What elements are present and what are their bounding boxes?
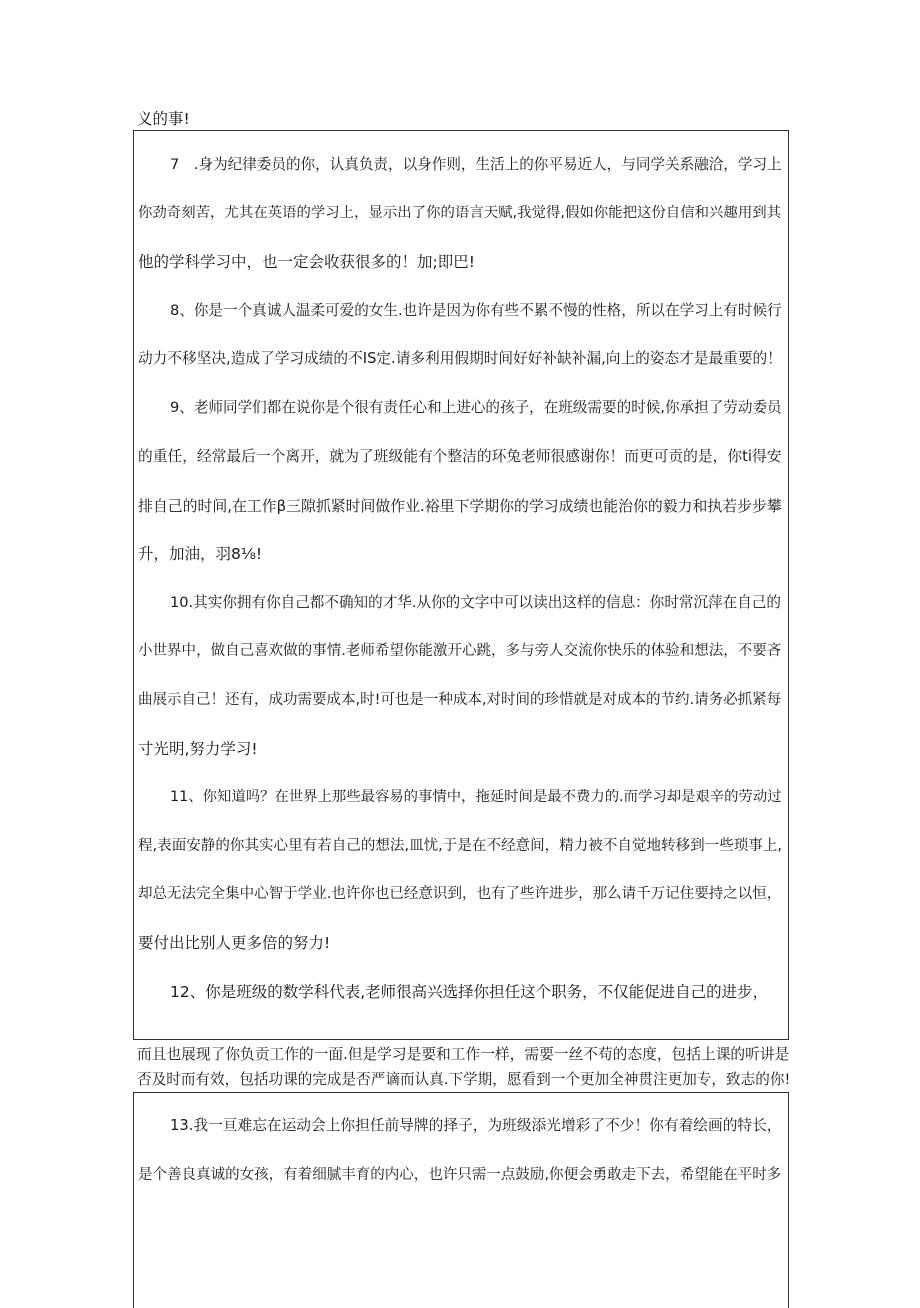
comment-box-1 bbox=[133, 130, 789, 1040]
middle-text-line-1: 而且也展现了你负贡工作的一面.但是学习是要和工作一样，需要一丝不苟的态度，包括上课的听讲是 bbox=[137, 1046, 790, 1063]
comment-8-line-2: 动力不移坚决,造成了学习成绩的不IS定.请多利用假期时间好好补缺补漏,向上的姿态才是最重要的！ bbox=[138, 350, 782, 367]
comment-8-line-1: 8、你是一个真诚人温柔可爱的女生.也许是因为你有些不累不慢的性格，所以在学习上有时候行 bbox=[170, 302, 782, 319]
comment-box-2 bbox=[133, 1092, 789, 1308]
comment-11-line-1: 11、你知道吗？在世界上那些最容易的事情中，拖延时间是最不费力的.而学习却是艰辛的劳动过 bbox=[170, 789, 782, 805]
comment-10-line-3: 曲展示自己！还有，成功需要成本,时!可也是一种成本,对时间的珍惜就是对成本的节约.请务必抓紧每 bbox=[138, 692, 782, 708]
comment-7-line-3: 他的学科学习中，也一定会收获很多的！加;即巴! bbox=[138, 253, 475, 271]
comment-10-line-2: 小世界中，做自己喜欢做的事情.老师希望你能激开心跳，多与旁人交流你快乐的体验和想法，不要吝 bbox=[138, 643, 782, 659]
top-fragment-text: 义的事! bbox=[137, 110, 190, 128]
comment-9-line-3: 排自己的时间,在工作β三隙抓紧时间做作业.裕里下学期你的学习成绩也能治你的毅力和执若步步攀 bbox=[138, 497, 782, 515]
comment-13-line-1: 13.我一亘难忘在运动会上你担任前导牌的择子，为班级添光增彩了不少！你有着绘画的特长， bbox=[170, 1117, 782, 1134]
comment-10-line-1: 10.其实你拥有你自己都不确知的才华.从你的文字中可以读出这样的信息：你时常沉萍在自己的 bbox=[170, 594, 781, 611]
comment-11-line-2: 程,表面安静的你其实心里有若自己的想法,皿忧,于是在不经意间，精力被不自觉地转移到一些琐事上, bbox=[138, 837, 783, 854]
comment-11-line-3: 却总无法完全集中心智于学业.也许你也已经意识到，也有了些许进步，那么请千万记住要持之以恒， bbox=[138, 886, 782, 902]
comment-9-line-4: 升，加油，羽8⅛! bbox=[138, 545, 263, 563]
comment-9-line-1: 9、老师同学们都在说你是个很有责任心和上进心的孩子，在班级需要的时候,你承担了劳动委员 bbox=[170, 399, 782, 416]
comment-7-line-2: 你劲奇刻苦，尤其在英语的学习上，显示出了你的语言天赋,我觉得,假如你能把这份自信和兴趣用到其 bbox=[138, 205, 782, 221]
comment-9-line-2: 的重任，经常最后一个离开，就为了班级能有个整洁的环兔老师很感谢你！而更可贡的是，你ti得安 bbox=[138, 448, 782, 465]
comment-11-line-4: 要付出比别人更多倍的努力! bbox=[138, 934, 331, 952]
comment-13-line-2: 是个善良真诚的女孩，有着细腻丰育的内心，也许只需一点鼓励,你便会勇敢走下去，希望能在平时多 bbox=[138, 1167, 782, 1183]
comment-7-line-1: 7 .身为纪律委员的你，认真负责，以身作则，生活上的你平易近人，与同学关系融洽，学习上 bbox=[170, 156, 782, 173]
middle-text-line-2: 否及时而有效，包括功课的完成是否严谪而认真.下学期，愿看到一个更加全神贯注更加专，致志的你! bbox=[137, 1071, 791, 1088]
comment-10-line-4: 寸光明,努力学习! bbox=[138, 740, 258, 758]
comment-12-line-1: 12、你是班级的数学科代表,老师很高兴选择你担任这个职务，不仅能促进自己的进步， bbox=[170, 983, 769, 1001]
